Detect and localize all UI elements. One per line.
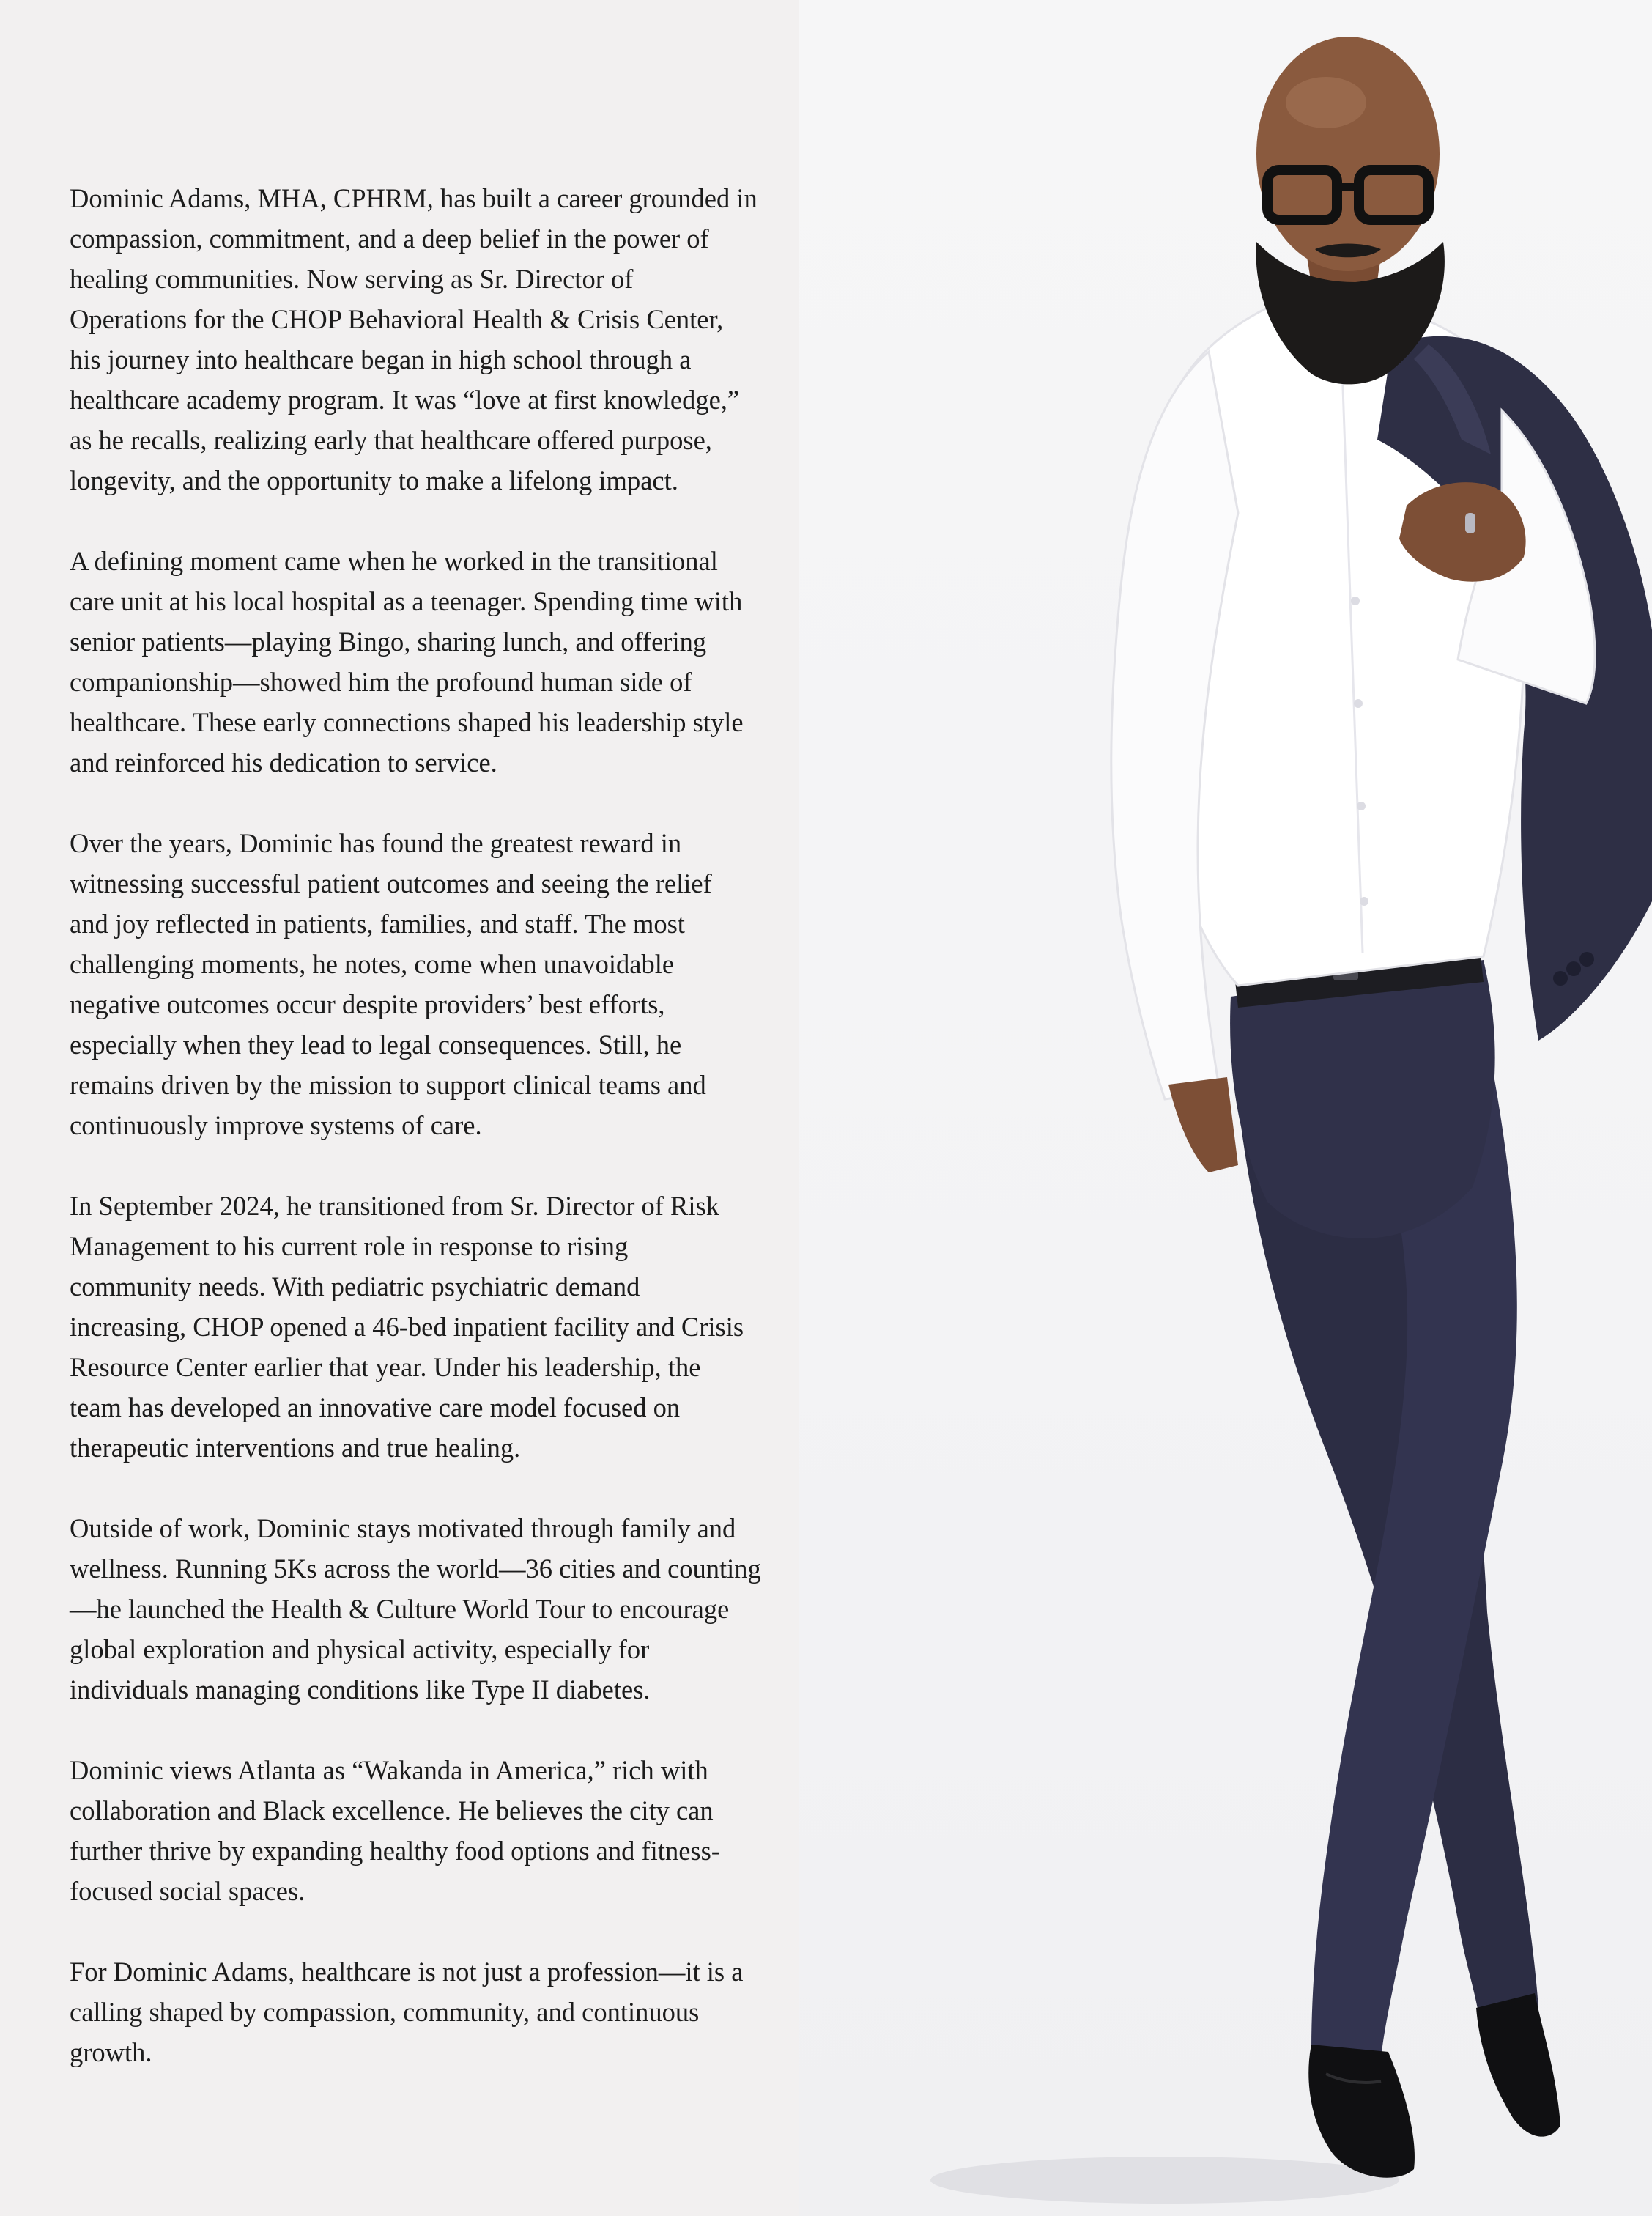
paragraph-2: A defining moment came when he worked in the transitional care unit at his local hospital as a teenager. Spending time with senior patients—playing Bingo, sharing lunch, and offering companionship—showed him the profound human side of healthcare. These early connections shaped his leadership style and reinforced his dedication to service. [70, 546, 744, 778]
paragraph-5: Outside of work, Dominic stays motivated through family and wellness. Running 5Ks across the world—36 cities and counting —he launched the Health & Culture World Tour to encourage global exploration and physical activity, especially for individuals managing conditions like Type II diabetes. [70, 1513, 761, 1705]
left-shoe [1308, 2045, 1415, 2178]
left-hand [1168, 1077, 1238, 1172]
right-shoe [1476, 1993, 1560, 2137]
portrait-photo [799, 0, 1652, 2216]
paragraph-7: For Dominic Adams, healthcare is not just a profession—it is a calling shaped by compassion, community, and continuous growth. [70, 1957, 744, 2067]
paragraph-6: Dominic views Atlanta as “Wakanda in America,” rich with collaboration and Black excellence. He believes the city can further thrive by expanding healthy food options and fitness- focused social spaces. [70, 1755, 720, 1906]
head [1256, 37, 1440, 271]
paragraph-3: Over the years, Dominic has found the greatest reward in witnessing successful patient outcomes and seeing the relief and joy reflected in patients, families, and staff. The most challenging moments, he notes, come when unavoidable negative outcomes occur despite providers’ best efforts, especially when they lead to legal consequences. Still, he remains driven by the mission to support clinical teams and continuously improve systems of care. [70, 828, 712, 1140]
ring [1465, 513, 1475, 533]
paragraph-4: In September 2024, he transitioned from Sr. Director of Risk Management to his current role in response to rising community needs. With pediatric psychiatric demand increasing, CHOP opened a 46-bed inpatient facility and Crisis Resource Center earlier that year. Under his leadership, the team has developed an innovative care model focused on therapeutic interventions and true healing. [70, 1191, 744, 1463]
paragraph-1: Dominic Adams, MHA, CPHRM, has built a career grounded in compassion, commitment, and a deep belief in the power of healing communities. Now serving as Sr. Director of Operations for the CHOP Behavioral Health & Crisis Center, his journey into healthcare began in high school through a healthcare academy program. It was “love at first knowledge,” as he recalls, realizing early that healthcare offered purpose, longevity, and the opportunity to make a lifelong impact. [70, 183, 758, 495]
article-body [70, 178, 802, 2072]
